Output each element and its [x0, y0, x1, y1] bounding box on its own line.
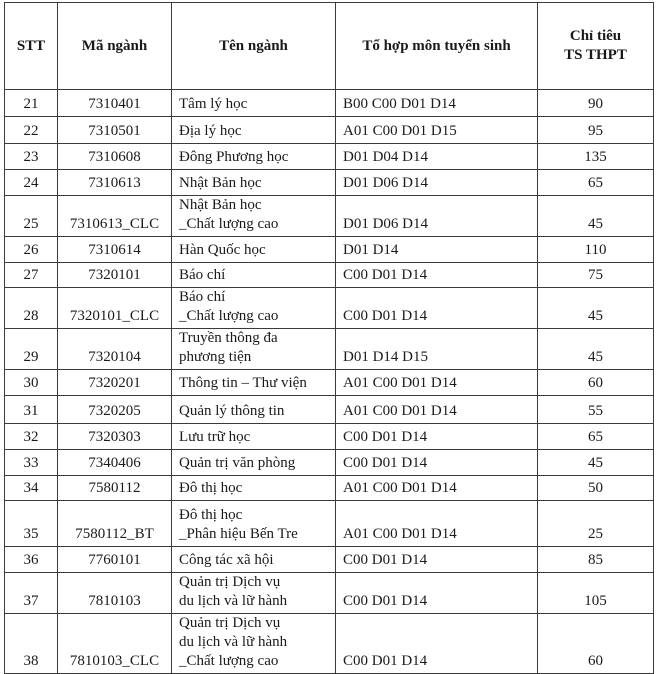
cell-subject-combination: A01 C00 D01 D15: [336, 117, 538, 144]
cell-major-code: 7310401: [58, 90, 172, 117]
cell-subject-combination: C00 D01 D14: [336, 547, 538, 573]
major-name-line: Quản trị Dịch vụ: [179, 615, 281, 631]
header-subject-combination: Tổ hợp môn tuyển sinh: [336, 3, 538, 90]
major-name-line: Quản trị Dịch vụ: [179, 574, 281, 590]
cell-major-code: 7310608: [58, 144, 172, 170]
cell-stt: 37: [5, 573, 58, 614]
major-name-line: Địa lý học: [179, 123, 242, 139]
cell-major-name: [172, 476, 336, 501]
cell-stt: 22: [5, 117, 58, 144]
cell-subject-combination: C00 D01 D14: [336, 614, 538, 674]
cell-quota: 55: [538, 396, 654, 424]
cell-subject-combination: D01 D06 D14: [336, 196, 538, 237]
cell-quota: 110: [538, 237, 654, 263]
cell-subject-combination: D01 D14 D15: [336, 329, 538, 370]
table-row: [5, 90, 654, 117]
cell-subject-combination: D01 D04 D14: [336, 144, 538, 170]
table-row: [5, 117, 654, 144]
table-row: [5, 370, 654, 396]
table-row: [5, 573, 654, 614]
cell-major-name: [172, 288, 336, 329]
cell-quota: 95: [538, 117, 654, 144]
cell-major-code: 7810103_CLC: [58, 614, 172, 674]
major-name-line: Nhật Bản học: [179, 175, 262, 191]
cell-major-code: 7320205: [58, 396, 172, 424]
cell-quota: 65: [538, 170, 654, 196]
header-major-name: Tên ngành: [172, 3, 336, 90]
cell-major-name: [172, 329, 336, 370]
cell-stt: 27: [5, 263, 58, 288]
table-row: [5, 263, 654, 288]
table-row: [5, 476, 654, 501]
cell-major-code: 7320201: [58, 370, 172, 396]
table-header-row: [5, 3, 654, 90]
cell-quota: 45: [538, 329, 654, 370]
major-name-line: Báo chí: [179, 267, 226, 283]
cell-stt: 29: [5, 329, 58, 370]
table-row: [5, 329, 654, 370]
cell-major-name: [172, 547, 336, 573]
table-row: [5, 170, 654, 196]
cell-subject-combination: D01 D06 D14: [336, 170, 538, 196]
cell-quota: 60: [538, 614, 654, 674]
major-name-line: Quản lý thông tin: [179, 403, 285, 419]
cell-quota: 105: [538, 573, 654, 614]
cell-subject-combination: C00 D01 D14: [336, 288, 538, 329]
major-name-line: du lịch và lữ hành: [179, 593, 288, 609]
cell-major-name: [172, 263, 336, 288]
major-name-line: Báo chí: [179, 289, 226, 305]
table-row: [5, 450, 654, 476]
cell-subject-combination: C00 D01 D14: [336, 424, 538, 450]
header-stt: STT: [5, 3, 58, 90]
cell-major-code: 7580112_BT: [58, 501, 172, 547]
cell-stt: 33: [5, 450, 58, 476]
cell-stt: 32: [5, 424, 58, 450]
cell-quota: 50: [538, 476, 654, 501]
cell-subject-combination: D01 D14: [336, 237, 538, 263]
table-row: [5, 144, 654, 170]
cell-major-code: 7810103: [58, 573, 172, 614]
cell-subject-combination: C00 D01 D14: [336, 450, 538, 476]
cell-quota: 60: [538, 370, 654, 396]
major-name-line: Đô thị học: [179, 507, 243, 523]
major-name-line: Truyền thông đa: [179, 330, 278, 346]
cell-major-name: [172, 196, 336, 237]
table-row: [5, 288, 654, 329]
cell-stt: 23: [5, 144, 58, 170]
cell-major-name: [172, 501, 336, 547]
cell-stt: 34: [5, 476, 58, 501]
cell-major-name: [172, 237, 336, 263]
cell-subject-combination: C00 D01 D14: [336, 573, 538, 614]
cell-major-name: [172, 573, 336, 614]
cell-major-name: [172, 614, 336, 674]
cell-major-code: 7310613: [58, 170, 172, 196]
header-quota-line1: Chỉ tiêu: [569, 28, 622, 44]
table-row: [5, 196, 654, 237]
cell-stt: 38: [5, 614, 58, 674]
table-row: [5, 396, 654, 424]
cell-subject-combination: B00 C00 D01 D14: [336, 90, 538, 117]
cell-major-code: 7320104: [58, 329, 172, 370]
cell-quota: 90: [538, 90, 654, 117]
cell-major-code: 7320101: [58, 263, 172, 288]
cell-major-name: [172, 370, 336, 396]
cell-subject-combination: A01 C00 D01 D14: [336, 370, 538, 396]
major-name-line: _Phân hiệu Bến Tre: [179, 526, 298, 542]
cell-quota: 135: [538, 144, 654, 170]
admissions-quota-table: [4, 2, 654, 674]
cell-major-code: 7320303: [58, 424, 172, 450]
major-name-line: Lưu trữ học: [179, 429, 251, 445]
cell-major-code: 7760101: [58, 547, 172, 573]
cell-stt: 28: [5, 288, 58, 329]
cell-major-code: 7310501: [58, 117, 172, 144]
major-name-line: Tâm lý học: [179, 96, 248, 112]
table-body: [5, 90, 654, 674]
cell-quota: 45: [538, 450, 654, 476]
cell-major-code: 7580112: [58, 476, 172, 501]
cell-subject-combination: A01 C00 D01 D14: [336, 476, 538, 501]
major-name-line: Thông tin – Thư viện: [179, 375, 307, 391]
cell-stt: 25: [5, 196, 58, 237]
header-quota: [538, 3, 654, 90]
major-name-line: Đông Phương học: [179, 149, 289, 165]
major-name-line: Nhật Bản học: [179, 197, 262, 213]
cell-major-name: [172, 170, 336, 196]
major-name-line: Quản trị văn phòng: [179, 455, 296, 471]
cell-major-name: [172, 144, 336, 170]
cell-stt: 21: [5, 90, 58, 117]
cell-major-code: 7310614: [58, 237, 172, 263]
table-row: [5, 424, 654, 450]
cell-quota: 45: [538, 196, 654, 237]
cell-major-code: 7340406: [58, 450, 172, 476]
cell-stt: 35: [5, 501, 58, 547]
table-row: [5, 237, 654, 263]
cell-quota: 65: [538, 424, 654, 450]
major-name-line: phương tiện: [179, 349, 252, 365]
cell-major-name: [172, 450, 336, 476]
cell-major-name: [172, 117, 336, 144]
major-name-line: _Chất lượng cao: [179, 216, 279, 232]
cell-stt: 30: [5, 370, 58, 396]
cell-major-name: [172, 424, 336, 450]
major-name-line: Công tác xã hội: [179, 552, 274, 568]
major-name-line: Hàn Quốc học: [179, 242, 266, 258]
major-name-line: _Chất lượng cao: [179, 308, 279, 324]
table-row: [5, 614, 654, 674]
cell-subject-combination: C00 D01 D14: [336, 263, 538, 288]
major-name-line: du lịch và lữ hành: [179, 634, 288, 650]
cell-subject-combination: A01 C00 D01 D14: [336, 501, 538, 547]
cell-stt: 36: [5, 547, 58, 573]
cell-major-name: [172, 396, 336, 424]
header-major-code: Mã ngành: [58, 3, 172, 90]
cell-subject-combination: A01 C00 D01 D14: [336, 396, 538, 424]
cell-quota: 75: [538, 263, 654, 288]
cell-quota: 45: [538, 288, 654, 329]
cell-stt: 24: [5, 170, 58, 196]
major-name-line: _Chất lượng cao: [179, 653, 279, 669]
cell-major-name: [172, 90, 336, 117]
cell-major-code: 7320101_CLC: [58, 288, 172, 329]
table-row: [5, 501, 654, 547]
cell-stt: 26: [5, 237, 58, 263]
table-row: [5, 547, 654, 573]
header-quota-line2: TS THPT: [564, 47, 627, 63]
cell-quota: 25: [538, 501, 654, 547]
cell-stt: 31: [5, 396, 58, 424]
cell-quota: 85: [538, 547, 654, 573]
major-name-line: Đô thị học: [179, 480, 243, 496]
cell-major-code: 7310613_CLC: [58, 196, 172, 237]
